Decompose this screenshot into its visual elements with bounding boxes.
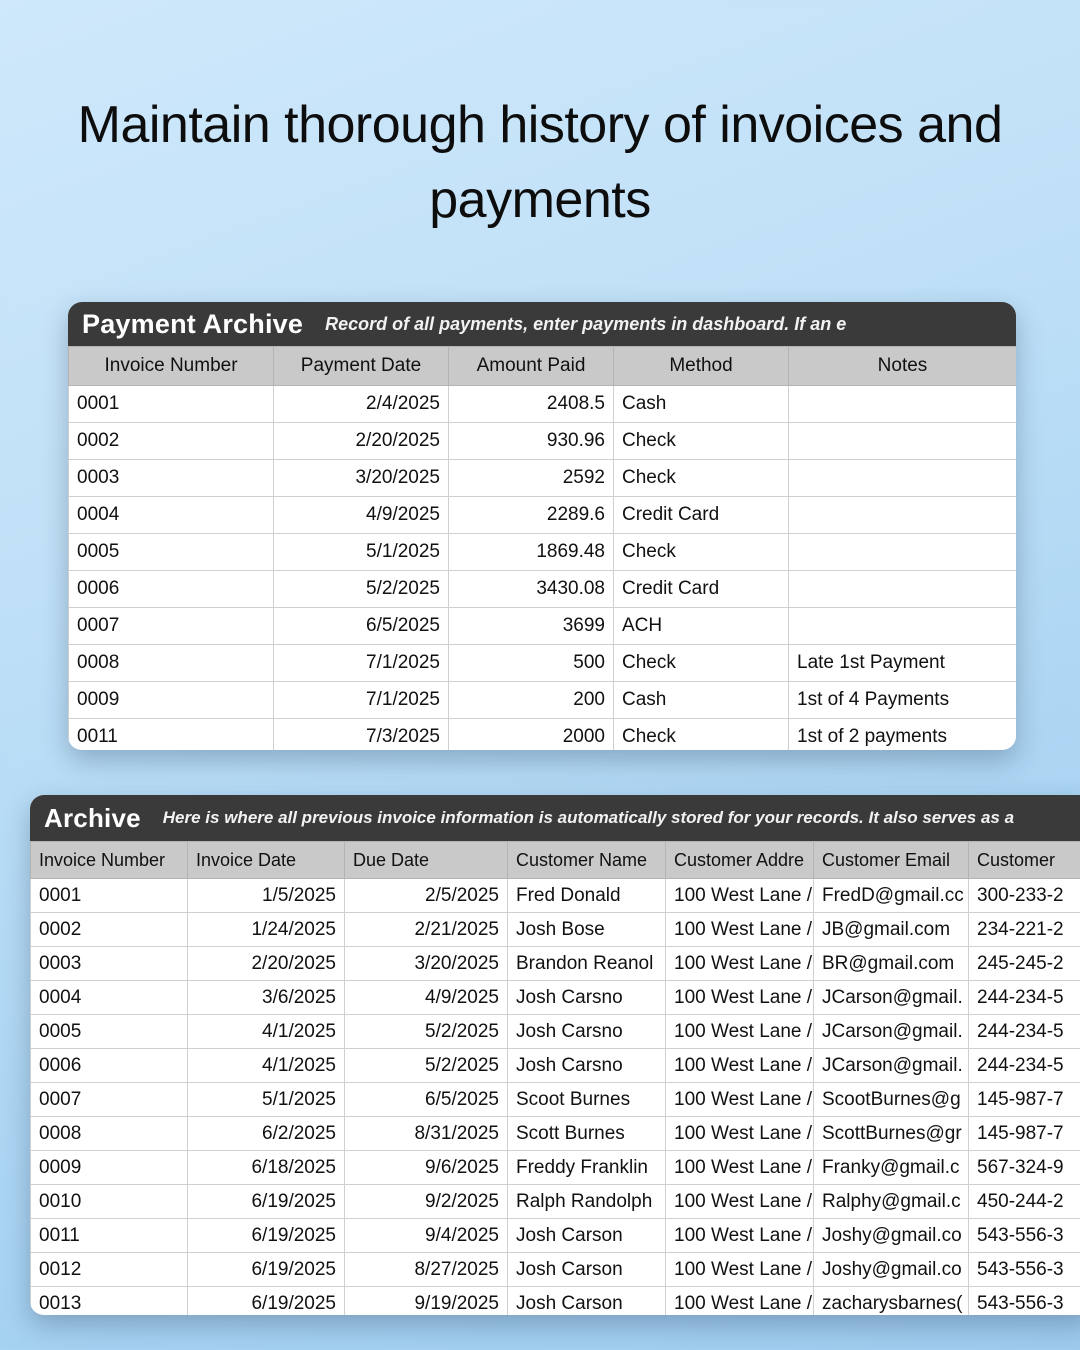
column-header-invoice-number[interactable]: Invoice Number [31,842,188,879]
cell-customer-email[interactable]: JCarson@gmail. [814,1015,969,1049]
table-row[interactable] [31,981,1080,1015]
table-row[interactable] [69,534,1017,571]
cell-payment-date[interactable]: 7/1/2025 [274,682,449,719]
cell-invoice-number[interactable]: 0005 [69,534,274,571]
cell-customer-phone[interactable]: 244-234-5 [969,1049,1080,1083]
cell-invoice-number[interactable]: 0009 [69,682,274,719]
cell-customer-email[interactable]: zacharysbarnes( [814,1287,969,1316]
cell-customer-phone[interactable]: 244-234-5 [969,981,1080,1015]
cell-customer-phone[interactable]: 234-221-2 [969,913,1080,947]
cell-notes[interactable]: 1st of 2 payments [789,719,1017,751]
cell-customer-email[interactable]: ScootBurnes@g [814,1083,969,1117]
cell-notes[interactable]: Late 1st Payment [789,645,1017,682]
cell-amount-paid[interactable]: 1869.48 [449,534,614,571]
cell-customer-name[interactable]: Josh Carsno [508,1049,666,1083]
cell-due-date[interactable]: 3/20/2025 [345,947,508,981]
cell-customer-email[interactable]: ScottBurnes@gr [814,1117,969,1151]
payment-archive-card [68,302,1016,750]
cell-customer-email[interactable]: JCarson@gmail. [814,981,969,1015]
cell-invoice-number[interactable]: 0013 [31,1287,188,1316]
cell-payment-date[interactable]: 6/5/2025 [274,608,449,645]
table-header-row [69,347,1017,386]
archive-subtitle: Here is where all previous invoice information is automatically stored for your records. It also serves as a [162,808,1015,827]
cell-due-date[interactable]: 9/6/2025 [345,1151,508,1185]
cell-customer-address[interactable]: 100 West Lane / [666,1287,814,1316]
cell-customer-address[interactable]: 100 West Lane / [666,879,814,913]
table-row[interactable] [31,879,1080,913]
table-row[interactable] [31,1117,1080,1151]
cell-invoice-date[interactable]: 6/19/2025 [188,1219,345,1253]
cell-method[interactable]: Check [614,719,789,751]
cell-invoice-number[interactable]: 0007 [31,1083,188,1117]
cell-invoice-number[interactable]: 0007 [69,608,274,645]
cell-customer-phone[interactable]: 245-245-2 [969,947,1080,981]
cell-customer-address[interactable]: 100 West Lane / [666,947,814,981]
cell-customer-phone[interactable]: 450-244-2 [969,1185,1080,1219]
cell-amount-paid[interactable]: 2000 [449,719,614,751]
cell-method[interactable]: ACH [614,608,789,645]
cell-customer-address[interactable]: 100 West Lane / [666,913,814,947]
cell-invoice-number[interactable]: 0001 [31,879,188,913]
cell-customer-name[interactable]: Ralph Randolph [508,1185,666,1219]
cell-notes[interactable] [789,571,1017,608]
table-header-row [31,842,1080,879]
cell-invoice-number[interactable]: 0005 [31,1015,188,1049]
table-row[interactable] [31,1015,1080,1049]
cell-amount-paid[interactable]: 2408.5 [449,386,614,423]
cell-payment-date[interactable]: 4/9/2025 [274,497,449,534]
cell-invoice-date[interactable]: 5/1/2025 [188,1083,345,1117]
column-header-customer-email[interactable]: Customer Email [814,842,969,879]
table-row[interactable] [31,1219,1080,1253]
archive-banner [30,795,1080,841]
payment-archive-subtitle: Record of all payments, enter payments in dashboard. If an e [325,313,847,334]
cell-customer-phone[interactable]: 543-556-3 [969,1253,1080,1287]
cell-invoice-date[interactable]: 4/1/2025 [188,1015,345,1049]
cell-due-date[interactable]: 5/2/2025 [345,1049,508,1083]
column-header-due-date[interactable]: Due Date [345,842,508,879]
cell-notes[interactable] [789,497,1017,534]
table-row[interactable] [31,1049,1080,1083]
cell-customer-name[interactable]: Freddy Franklin [508,1151,666,1185]
cell-customer-address[interactable]: 100 West Lane / [666,1151,814,1185]
cell-customer-address[interactable]: 100 West Lane / [666,1083,814,1117]
cell-customer-address[interactable]: 100 West Lane / [666,1117,814,1151]
payment-archive-banner [68,302,1016,346]
cell-customer-name[interactable]: Fred Donald [508,879,666,913]
cell-invoice-date[interactable]: 6/2/2025 [188,1117,345,1151]
cell-method[interactable]: Cash [614,386,789,423]
column-header-invoice-number[interactable]: Invoice Number [69,347,274,386]
cell-invoice-number[interactable]: 0012 [31,1253,188,1287]
cell-due-date[interactable]: 2/5/2025 [345,879,508,913]
column-header-notes[interactable]: Notes [789,347,1017,386]
cell-invoice-date[interactable]: 6/19/2025 [188,1253,345,1287]
cell-customer-name[interactable]: Josh Carson [508,1253,666,1287]
table-row[interactable] [69,497,1017,534]
column-header-invoice-date[interactable]: Invoice Date [188,842,345,879]
cell-method[interactable]: Check [614,534,789,571]
cell-invoice-number[interactable]: 0003 [31,947,188,981]
table-row[interactable] [31,1287,1080,1316]
table-row[interactable] [69,386,1017,423]
cell-invoice-number[interactable]: 0004 [31,981,188,1015]
table-row[interactable] [69,571,1017,608]
payment-archive-table [68,346,1016,750]
cell-invoice-number[interactable]: 0006 [69,571,274,608]
cell-amount-paid[interactable]: 200 [449,682,614,719]
cell-payment-date[interactable]: 3/20/2025 [274,460,449,497]
cell-customer-address[interactable]: 100 West Lane / [666,1253,814,1287]
cell-invoice-date[interactable]: 4/1/2025 [188,1049,345,1083]
page-headline: Maintain thorough history of invoices and payments [77,96,1003,230]
cell-customer-address[interactable]: 100 West Lane / [666,1219,814,1253]
cell-notes[interactable] [789,608,1017,645]
cell-amount-paid[interactable]: 930.96 [449,423,614,460]
column-header-customer-name[interactable]: Customer Name [508,842,666,879]
cell-customer-name[interactable]: Josh Carson [508,1219,666,1253]
cell-customer-name[interactable]: Josh Carsno [508,981,666,1015]
cell-invoice-number[interactable]: 0006 [31,1049,188,1083]
cell-method[interactable]: Check [614,423,789,460]
cell-customer-phone[interactable]: 145-987-7 [969,1083,1080,1117]
archive-title: Archive [44,802,141,833]
cell-customer-email[interactable]: Ralphy@gmail.c [814,1185,969,1219]
archive-card [30,795,1080,1315]
cell-invoice-number[interactable]: 0002 [69,423,274,460]
cell-payment-date[interactable]: 5/1/2025 [274,534,449,571]
cell-due-date[interactable]: 9/2/2025 [345,1185,508,1219]
cell-customer-name[interactable]: Josh Bose [508,913,666,947]
cell-invoice-date[interactable]: 6/19/2025 [188,1287,345,1316]
table-row[interactable] [69,460,1017,497]
cell-invoice-date[interactable]: 1/24/2025 [188,913,345,947]
column-header-customer-phone[interactable]: Customer [969,842,1080,879]
cell-notes[interactable]: 1st of 4 Payments [789,682,1017,719]
cell-invoice-number[interactable]: 0001 [69,386,274,423]
cell-method[interactable]: Credit Card [614,497,789,534]
payment-archive-title: Payment Archive [82,308,304,339]
archive-table [30,841,1080,1315]
cell-notes[interactable] [789,423,1017,460]
cell-customer-email[interactable]: JB@gmail.com [814,913,969,947]
cell-customer-email[interactable]: Franky@gmail.c [814,1151,969,1185]
cell-method[interactable]: Credit Card [614,571,789,608]
cell-due-date[interactable]: 9/4/2025 [345,1219,508,1253]
column-header-method[interactable]: Method [614,347,789,386]
cell-customer-email[interactable]: BR@gmail.com [814,947,969,981]
cell-amount-paid[interactable]: 500 [449,645,614,682]
cell-customer-email[interactable]: Joshy@gmail.co [814,1253,969,1287]
cell-customer-name[interactable]: Josh Carsno [508,1015,666,1049]
cell-due-date[interactable]: 4/9/2025 [345,981,508,1015]
cell-customer-email[interactable]: Joshy@gmail.co [814,1219,969,1253]
cell-due-date[interactable]: 8/31/2025 [345,1117,508,1151]
cell-customer-address[interactable]: 100 West Lane / [666,1185,814,1219]
column-header-amount-paid[interactable]: Amount Paid [449,347,614,386]
cell-payment-date[interactable]: 5/2/2025 [274,571,449,608]
table-row[interactable] [69,608,1017,645]
table-row[interactable] [31,1151,1080,1185]
cell-notes[interactable] [789,534,1017,571]
cell-payment-date[interactable]: 2/20/2025 [274,423,449,460]
column-header-payment-date[interactable]: Payment Date [274,347,449,386]
cell-amount-paid[interactable]: 2289.6 [449,497,614,534]
cell-customer-phone[interactable]: 567-324-9 [969,1151,1080,1185]
cell-payment-date[interactable]: 2/4/2025 [274,386,449,423]
cell-invoice-date[interactable]: 1/5/2025 [188,879,345,913]
cell-payment-date[interactable]: 7/1/2025 [274,645,449,682]
cell-due-date[interactable]: 5/2/2025 [345,1015,508,1049]
cell-customer-phone[interactable]: 543-556-3 [969,1287,1080,1316]
cell-invoice-number[interactable]: 0011 [31,1219,188,1253]
cell-invoice-date[interactable]: 6/19/2025 [188,1185,345,1219]
table-row[interactable] [31,1185,1080,1219]
cell-method[interactable]: Check [614,460,789,497]
table-row[interactable] [69,719,1017,751]
table-row[interactable] [69,645,1017,682]
cell-due-date[interactable]: 2/21/2025 [345,913,508,947]
cell-due-date[interactable]: 6/5/2025 [345,1083,508,1117]
cell-invoice-number[interactable]: 0003 [69,460,274,497]
cell-customer-email[interactable]: FredD@gmail.cc [814,879,969,913]
cell-payment-date[interactable]: 7/3/2025 [274,719,449,751]
cell-invoice-number[interactable]: 0011 [69,719,274,751]
table-row[interactable] [69,682,1017,719]
cell-customer-name[interactable]: Brandon Reanol [508,947,666,981]
cell-customer-name[interactable]: Josh Carson [508,1287,666,1316]
cell-notes[interactable] [789,460,1017,497]
table-row[interactable] [69,423,1017,460]
table-row[interactable] [31,913,1080,947]
cell-invoice-date[interactable]: 3/6/2025 [188,981,345,1015]
table-row[interactable] [31,1083,1080,1117]
cell-invoice-number[interactable]: 0004 [69,497,274,534]
cell-amount-paid[interactable]: 3699 [449,608,614,645]
cell-customer-address[interactable]: 100 West Lane / [666,1015,814,1049]
cell-due-date[interactable]: 8/27/2025 [345,1253,508,1287]
cell-invoice-number[interactable]: 0008 [31,1117,188,1151]
cell-customer-address[interactable]: 100 West Lane / [666,981,814,1015]
cell-amount-paid[interactable]: 2592 [449,460,614,497]
cell-customer-phone[interactable]: 300-233-2 [969,879,1080,913]
cell-method[interactable]: Check [614,645,789,682]
cell-customer-email[interactable]: JCarson@gmail. [814,1049,969,1083]
cell-method[interactable]: Cash [614,682,789,719]
cell-invoice-number[interactable]: 0008 [69,645,274,682]
cell-invoice-number[interactable]: 0010 [31,1185,188,1219]
cell-due-date[interactable]: 9/19/2025 [345,1287,508,1316]
table-row[interactable] [31,1253,1080,1287]
cell-notes[interactable] [789,386,1017,423]
cell-customer-address[interactable]: 100 West Lane / [666,1049,814,1083]
cell-invoice-date[interactable]: 6/18/2025 [188,1151,345,1185]
cell-invoice-number[interactable]: 0009 [31,1151,188,1185]
table-row[interactable] [31,947,1080,981]
cell-invoice-number[interactable]: 0002 [31,913,188,947]
column-header-customer-address[interactable]: Customer Addre [666,842,814,879]
cell-customer-phone[interactable]: 543-556-3 [969,1219,1080,1253]
cell-customer-name[interactable]: Scott Burnes [508,1117,666,1151]
cell-customer-name[interactable]: Scoot Burnes [508,1083,666,1117]
cell-amount-paid[interactable]: 3430.08 [449,571,614,608]
cell-customer-phone[interactable]: 145-987-7 [969,1117,1080,1151]
cell-invoice-date[interactable]: 2/20/2025 [188,947,345,981]
cell-customer-phone[interactable]: 244-234-5 [969,1015,1080,1049]
